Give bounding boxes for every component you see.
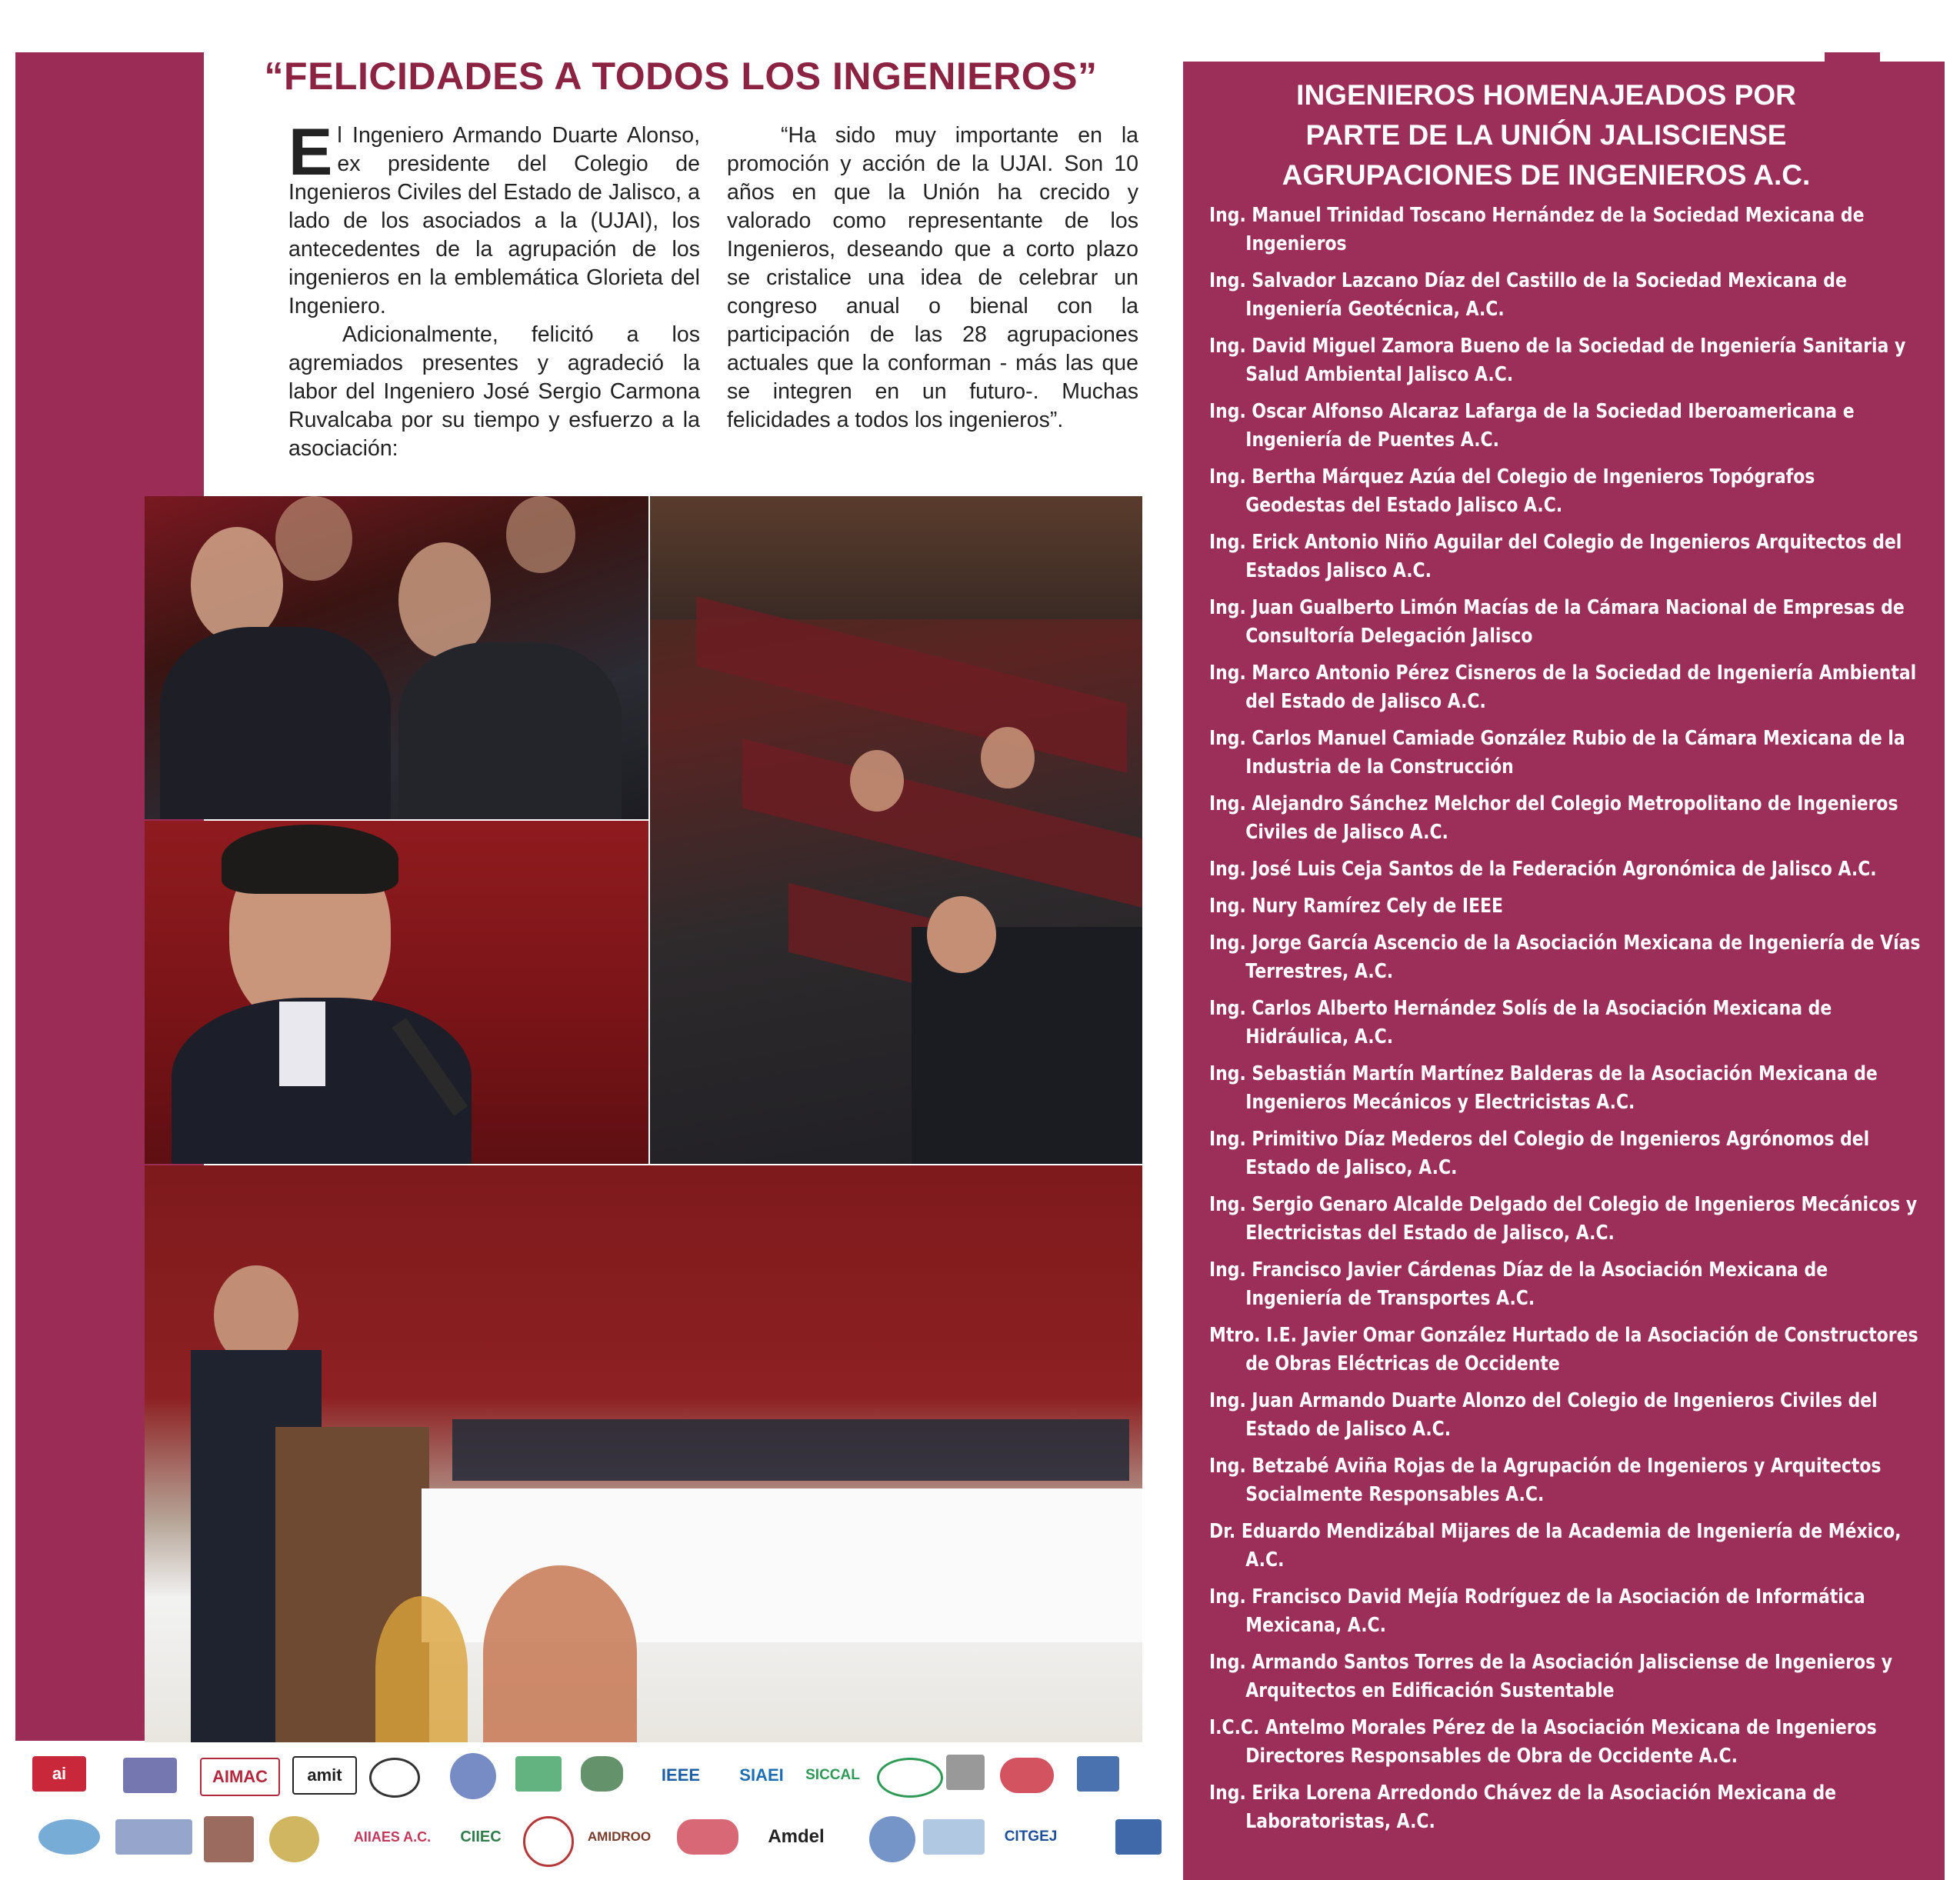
logo-emblem-2 bbox=[369, 1758, 420, 1798]
right-paragraph-1: “Ha sido muy importante en la promoción y acción de la UJAI. Son 10 años en que la Unión ha crecido y valorado como representante de los Ingenieros, deseando que a corto plazo se cristalice una idea de celebrar un congreso anual o bienal con la participación de las 28 agrupaciones actuales que la conforman - más las que se integren en un futuro-. Muchas felicidades a todos los ingenieros”. bbox=[727, 123, 1138, 432]
honoree-item: Ing. Betzabé Aviña Rojas de la Agrupación de Ingenieros y Arquitectos Socialmente Responsables A.C. bbox=[1209, 1455, 1882, 1506]
logo-emblem-13 bbox=[269, 1816, 319, 1862]
photo-handshake bbox=[145, 496, 648, 819]
photo-speaker-microphone bbox=[145, 821, 648, 1164]
logo-amit: amit bbox=[292, 1756, 357, 1795]
panel-tab bbox=[1825, 52, 1880, 62]
logo-emblem-9 bbox=[1077, 1756, 1119, 1792]
logo-emblem-18 bbox=[1115, 1819, 1162, 1855]
honoree-item: I.C.C. Antelmo Morales Pérez de la Asociación Mexicana de Ingenieros Directores Responsables de Obra de Occidente A.C. bbox=[1209, 1716, 1877, 1768]
logo-emblem-1 bbox=[123, 1758, 177, 1793]
honoree-item: Ing. Salvador Lazcano Díaz del Castillo de la Sociedad Mexicana de Ingeniería Geotécnica, A.C. bbox=[1209, 269, 1847, 321]
honoree-item: Ing. Erick Antonio Niño Aguilar del Colegio de Ingenieros Arquitectos del Estados Jalisco A.C. bbox=[1209, 531, 1902, 582]
logo-emblem-4 bbox=[515, 1756, 562, 1792]
honoree-item: Ing. Nury Ramírez Cely de IEEE bbox=[1209, 895, 1504, 918]
drop-cap: E bbox=[288, 115, 333, 189]
honoree-item: Dr. Eduardo Mendizábal Mijares de la Academia de Ingeniería de México, A.C. bbox=[1209, 1520, 1902, 1572]
logo-aiiaes: AIIAES A.C. bbox=[353, 1828, 432, 1845]
logo-ieee: IEEE bbox=[661, 1765, 701, 1785]
logo-emblem-3 bbox=[450, 1753, 496, 1799]
honoree-item: Ing. Bertha Márquez Azúa del Colegio de Ingenieros Topógrafos Geodestas del Estado Jalisco A.C. bbox=[1209, 465, 1815, 517]
logo-ciiec: CIIEC bbox=[460, 1828, 502, 1845]
logo-emblem-17 bbox=[923, 1819, 985, 1855]
logo-citgej: CITGEJ bbox=[1004, 1828, 1058, 1845]
honoree-item: Mtro. I.E. Javier Omar González Hurtado de la Asociación de Constructores de Obras Eléctricas de Occidente bbox=[1209, 1324, 1918, 1375]
logo-emblem-15 bbox=[677, 1819, 738, 1855]
article-left-column bbox=[288, 115, 700, 463]
logo-emblem-7 bbox=[946, 1755, 985, 1790]
photo-podium-ceremony bbox=[145, 1165, 1142, 1742]
panel-title-line-2: PARTE DE LA UNIÓN JALISCIENSE bbox=[1305, 119, 1787, 151]
logo-amidroo: AMIDROO bbox=[587, 1829, 652, 1844]
honoree-item: Ing. Manuel Trinidad Toscano Hernández de la Sociedad Mexicana de Ingenieros bbox=[1209, 204, 1865, 255]
honoree-item: Ing. Sebastián Martín Martínez Balderas de la Asociación Mexicana de Ingenieros Mecánicos y Electricistas A.C. bbox=[1209, 1062, 1878, 1114]
sponsor-logo-strip bbox=[15, 1742, 1177, 1880]
honoree-item: Ing. David Miguel Zamora Bueno de la Sociedad de Ingeniería Sanitaria y Salud Ambiental Jalisco A.C. bbox=[1209, 335, 1906, 386]
honoree-item: Ing. Primitivo Díaz Mederos del Colegio de Ingenieros Agrónomos del Estado de Jalisco, A.C. bbox=[1209, 1128, 1870, 1179]
logo-siaei: SIAEI bbox=[739, 1765, 784, 1785]
honoree-item: Ing. Carlos Alberto Hernández Solís de la Asociación Mexicana de Hidráulica, A.C. bbox=[1209, 997, 1832, 1048]
logo-emblem-6 bbox=[877, 1758, 943, 1798]
article-headline: “FELICIDADES A TODOS LOS INGENIEROS” bbox=[264, 55, 1098, 98]
logo-ai: ai bbox=[32, 1756, 86, 1792]
panel-title-line-3: AGRUPACIONES DE INGENIEROS A.C. bbox=[1282, 159, 1811, 191]
honorees-list bbox=[1209, 202, 1921, 1845]
honoree-item: Ing. Alejandro Sánchez Melchor del Colegio Metropolitano de Ingenieros Civiles de Jalisco A.C. bbox=[1209, 792, 1898, 844]
photo-audience bbox=[650, 496, 1142, 1164]
honorees-panel-title bbox=[1208, 75, 1885, 195]
honoree-item: Ing. Armando Santos Torres de la Asociación Jalisciense de Ingenieros y Arquitectos en Edificación Sustentable bbox=[1209, 1651, 1893, 1702]
article-right-column bbox=[727, 122, 1138, 435]
logo-emblem-8 bbox=[1000, 1758, 1054, 1793]
honoree-item: Ing. Francisco Javier Cárdenas Díaz de la Asociación Mexicana de Ingeniería de Transportes A.C. bbox=[1209, 1258, 1828, 1310]
logo-amdel: Amdel bbox=[768, 1826, 825, 1847]
logo-emblem-11 bbox=[115, 1819, 192, 1855]
honoree-item: Ing. Marco Antonio Pérez Cisneros de la Sociedad de Ingeniería Ambiental del Estado de Jalisco A.C. bbox=[1209, 662, 1917, 713]
logo-emblem-16 bbox=[869, 1816, 915, 1862]
logo-emblem-14 bbox=[523, 1816, 574, 1867]
logo-emblem-5 bbox=[581, 1756, 623, 1792]
logo-emblem-12 bbox=[204, 1816, 254, 1862]
logo-aimac: AIMAC bbox=[200, 1758, 280, 1796]
logo-siccal: SICCAL bbox=[805, 1767, 860, 1783]
honoree-item: Ing. Erika Lorena Arredondo Chávez de la Asociación Mexicana de Laboratoristas, A.C. bbox=[1209, 1782, 1837, 1833]
honoree-item: Ing. Oscar Alfonso Alcaraz Lafarga de la Sociedad Iberoamericana e Ingeniería de Puentes A.C. bbox=[1209, 400, 1855, 452]
honoree-item: Ing. José Luis Ceja Santos de la Federación Agronómica de Jalisco A.C. bbox=[1209, 858, 1877, 881]
panel-title-line-1: INGENIEROS HOMENAJEADOS POR bbox=[1296, 79, 1796, 111]
honoree-item: Ing. Juan Armando Duarte Alonzo del Colegio de Ingenieros Civiles del Estado de Jalisco A.C. bbox=[1209, 1389, 1878, 1441]
honoree-item: Ing. Sergio Genaro Alcalde Delgado del Colegio de Ingenieros Mecánicos y Electricistas del Estado de Jalisco, A.C. bbox=[1209, 1193, 1918, 1245]
honoree-item: Ing. Francisco David Mejía Rodríguez de la Asociación de Informática Mexicana, A.C. bbox=[1209, 1585, 1865, 1637]
honoree-item: Ing. Jorge García Ascencio de la Asociación Mexicana de Ingeniería de Vías Terrestres, A.C. bbox=[1209, 932, 1921, 983]
left-paragraph-1: l Ingeniero Armando Duarte Alonso, ex presidente del Colegio de Ingenieros Civiles del Estado de Jalisco, a lado de los asociados a la (UJAI), los antecedentes de la agrupación de los ingenieros en la emblemática Glorieta del Ingeniero. bbox=[288, 123, 700, 318]
logo-emblem-10 bbox=[38, 1819, 100, 1855]
honoree-item: Ing. Juan Gualberto Limón Macías de la Cámara Nacional de Empresas de Consultoría Delegación Jalisco bbox=[1209, 596, 1905, 648]
left-paragraph-2: Adicionalmente, felicitó a los agremiados presentes y agradeció la labor del Ingeniero José Sergio Carmona Ruvalcaba por su tiempo y esfuerzo a la asociación: bbox=[288, 322, 700, 461]
honoree-item: Ing. Carlos Manuel Camiade González Rubio de la Cámara Mexicana de la Industria de la Construcción bbox=[1209, 727, 1905, 778]
